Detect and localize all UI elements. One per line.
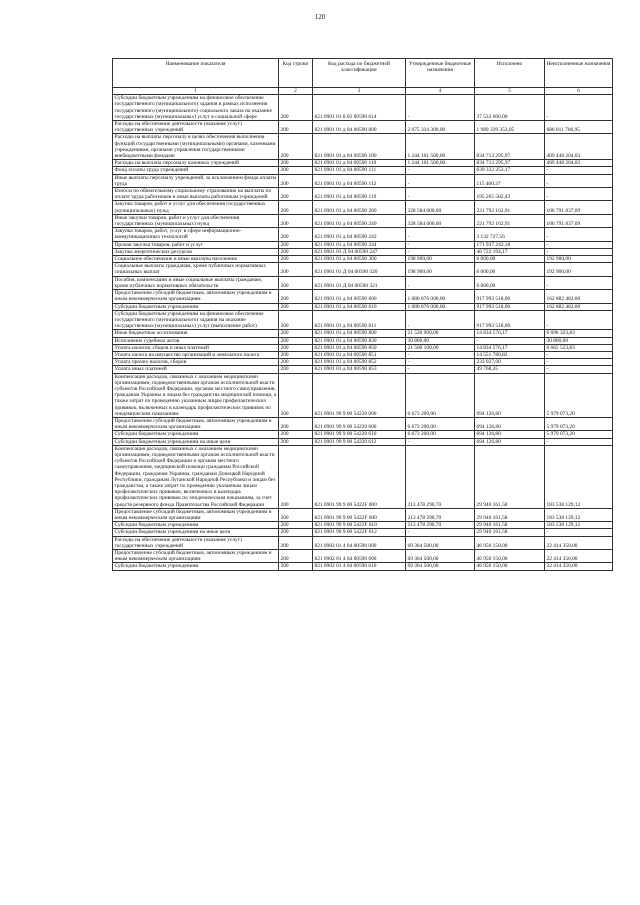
row-executed: - <box>475 337 545 344</box>
table-body <box>113 95 613 570</box>
row-budget-code: 821 0901 01 д 04 00590 851 <box>313 351 406 358</box>
row-name: Компенсация расходов, связанных с оказанием медицинскими организациями, подведомственными органам исполнительной власти субъектов Российской Федерации, органам местного самоуправления, гражданам Украины и лицам без гражданства медицинской помощи, а также затрат по проведению указанным лицам профилактических прививок, включенных в календарь профилактических прививок по эпидемическим показаниям <box>113 373 279 417</box>
row-unexecuted: 5 979 073,20 <box>545 431 613 438</box>
row-executed: 834 713 295,97 <box>475 160 545 167</box>
row-executed: 46 950 150,00 <box>475 563 545 570</box>
row-executed: 917 993 518,00 <box>475 303 545 310</box>
row-name: Предоставление субсидий бюджетным, автономным учреждениям и иным некоммерческим организациям <box>113 417 279 430</box>
row-executed: 115 460,37 <box>475 174 545 187</box>
row-name: Уплата прочих налогов, сборов <box>113 359 279 366</box>
row-budget-code: 821 0901 01 д 04 00590 112 <box>313 174 406 187</box>
row-budget-code: 821 0902 01 4 04 00590 610 <box>313 563 406 570</box>
row-line-code: 200 <box>279 276 313 289</box>
row-name: Расходы на выплаты персоналу казенных учреждений <box>113 160 279 167</box>
row-name: Компенсация расходов, связанных с оказанием медицинскими организациями, подведомственными органам исполнительной власти субъектов Российской Федерации и органам местного самоуправления, медицинской помощи гражданам Российской Федерации, гражданам Украины, гражданам Донецкой Народной Республики, гражданам Луганской Народной Республики и лицам без гражданства, а также затрат по проведению указанным лицам профилактических прививок, включенных в календарь профилактических прививок по эпидемическим показаниям, за счет средств резервного фонда Правительства Российской Федерации <box>113 445 279 508</box>
header-index-row <box>113 88 613 95</box>
row-unexecuted: - <box>545 167 613 174</box>
row-unexecuted: - <box>545 95 613 121</box>
header-unexecuted: Неисполненные назначения <box>545 59 613 88</box>
row-line-code: 200 <box>279 417 313 430</box>
row-budget-code: 821 0901 01 д 04 00590 800 <box>313 330 406 337</box>
row-executed: 3 132 727,56 <box>475 228 545 241</box>
table-row <box>113 256 613 263</box>
row-name: Иные бюджетные ассигнования <box>113 330 279 337</box>
row-name: Субсидии бюджетным учреждениям <box>113 563 279 570</box>
header-name: Наименование показателя <box>113 59 279 88</box>
table-row <box>113 303 613 310</box>
row-line-code: 200 <box>279 337 313 344</box>
row-unexecuted: 22 414 350,00 <box>545 563 613 570</box>
header-approved: Утвержденные бюджетные назначения <box>406 59 475 88</box>
row-budget-code: 821 0901 01 д 04 00590 853 <box>313 366 406 373</box>
table-row <box>113 214 613 227</box>
row-executed: 694 126,80 <box>475 417 545 430</box>
table-row <box>113 373 613 417</box>
row-name: Субсидии бюджетным учреждениям на иные цели <box>113 529 279 536</box>
row-approved: 213 478 290,70 <box>406 445 475 508</box>
row-budget-code: 821 0901 01 д 04 00590 240 <box>313 214 406 227</box>
row-approved: 1 244 161 500,00 <box>406 160 475 167</box>
row-line-code: 200 <box>279 248 313 255</box>
row-executed: 694 126,80 <box>475 373 545 417</box>
row-name: Уплата иных платежей <box>113 366 279 373</box>
row-line-code: 200 <box>279 438 313 445</box>
row-unexecuted: - <box>545 529 613 536</box>
table-row <box>113 417 613 430</box>
row-approved: - <box>406 188 475 201</box>
row-executed: 29 940 161,58 <box>475 508 545 521</box>
row-name: Предоставление субсидий бюджетным, автономным учреждениям и иным некоммерческим организациям <box>113 508 279 521</box>
row-name: Субсидии бюджетным учреждениям <box>113 303 279 310</box>
row-approved: - <box>406 95 475 121</box>
row-executed: 46 950 150,00 <box>475 550 545 563</box>
row-approved: - <box>406 351 475 358</box>
row-name: Расходы на выплаты персоналу в целях обеспечения выполнения функций государственными (муниципальными) органами, казенными учреждениями, органами управления государственными внебюджетными фондами <box>113 134 279 160</box>
header-index: 4 <box>406 88 475 95</box>
row-approved: - <box>406 438 475 445</box>
row-budget-code: 821 0901 01 д 04 00590 244 <box>313 241 406 248</box>
row-unexecuted: 22 414 350,00 <box>545 550 613 563</box>
row-unexecuted: 30 800,00 <box>545 337 613 344</box>
row-approved: - <box>406 228 475 241</box>
row-line-code: 200 <box>279 550 313 563</box>
row-line-code: 200 <box>279 95 313 121</box>
row-executed: 49 768,35 <box>475 366 545 373</box>
row-name: Уплата налогов, сборов и иных платежей <box>113 344 279 351</box>
table-row <box>113 438 613 445</box>
table-row <box>113 188 613 201</box>
row-executed: 834 713 295,97 <box>475 134 545 160</box>
row-line-code: 200 <box>279 290 313 303</box>
row-unexecuted: 686 011 706,95 <box>545 121 613 134</box>
row-executed: 14 551 780,82 <box>475 351 545 358</box>
row-approved: 69 364 500,00 <box>406 563 475 570</box>
row-executed: 233 027,00 <box>475 359 545 366</box>
row-line-code: 200 <box>279 508 313 521</box>
row-executed: 37 533 600,00 <box>475 95 545 121</box>
page-number: 120 <box>314 13 326 21</box>
header-executed: Исполнено <box>475 59 545 88</box>
row-budget-code: 821 0901 01 д 04 00590 111 <box>313 167 406 174</box>
row-executed: 6 000,00 <box>475 276 545 289</box>
row-executed: 917 993 518,00 <box>475 310 545 330</box>
row-name: Прочая закупка товаров, работ и услуг <box>113 241 279 248</box>
row-line-code: 200 <box>279 563 313 570</box>
row-approved: 213 478 290,70 <box>406 508 475 521</box>
row-unexecuted: 6 696 323,83 <box>545 330 613 337</box>
expenditure-table <box>112 58 613 571</box>
row-approved: - <box>406 529 475 536</box>
table-row <box>113 563 613 570</box>
row-line-code: 200 <box>279 174 313 187</box>
table-row <box>113 134 613 160</box>
row-approved: 328 584 000,00 <box>406 201 475 214</box>
row-approved: - <box>406 276 475 289</box>
row-budget-code: 821 0901 99 9 00 54220 612 <box>313 438 406 445</box>
row-name: Социальные выплаты гражданам, кроме публичных нормативных социальных выплат <box>113 263 279 276</box>
header-index: 2 <box>279 88 313 95</box>
row-unexecuted: - <box>545 438 613 445</box>
row-line-code: 200 <box>279 121 313 134</box>
row-approved: 6 673 200,00 <box>406 431 475 438</box>
table-row <box>113 550 613 563</box>
row-unexecuted: - <box>545 241 613 248</box>
row-executed: 195 265 582,43 <box>475 188 545 201</box>
row-executed: 6 000,00 <box>475 263 545 276</box>
row-approved: 2 675 334 300,00 <box>406 121 475 134</box>
header-budget-code: Код расхода по бюджетной классификации <box>313 59 406 88</box>
row-approved: 21 500 100,00 <box>406 344 475 351</box>
row-executed: 29 940 161,58 <box>475 529 545 536</box>
row-executed: 46 950 150,00 <box>475 536 545 549</box>
table-row <box>113 529 613 536</box>
row-line-code: 200 <box>279 134 313 160</box>
row-name: Расходы на обеспечение деятельности (оказание услуг) государственных учреждений <box>113 536 279 549</box>
row-line-code: 200 <box>279 431 313 438</box>
row-line-code: 200 <box>279 445 313 508</box>
row-budget-code: 821 0901 01 д 04 00590 000 <box>313 121 406 134</box>
table-row <box>113 431 613 438</box>
table-header-row <box>113 59 613 88</box>
table-row <box>113 248 613 255</box>
row-approved: 213 478 290,70 <box>406 522 475 529</box>
row-budget-code: 821 0901 99 9 00 54220 600 <box>313 417 406 430</box>
row-line-code: 200 <box>279 188 313 201</box>
row-unexecuted: - <box>545 174 613 187</box>
row-executed: 14 834 576,17 <box>475 330 545 337</box>
row-approved: 198 900,00 <box>406 263 475 276</box>
row-unexecuted: - <box>545 351 613 358</box>
row-approved: - <box>406 310 475 330</box>
row-line-code: 200 <box>279 228 313 241</box>
table-row <box>113 167 613 174</box>
row-executed: 694 126,80 <box>475 438 545 445</box>
row-executed: 1 989 339 353,05 <box>475 121 545 134</box>
row-name: Субсидии бюджетным учреждениям на иные цели <box>113 438 279 445</box>
row-unexecuted: 162 882 482,00 <box>545 303 613 310</box>
row-unexecuted: - <box>545 310 613 330</box>
row-name: Расходы на обеспечение деятельности (оказание услуг) государственных учреждений <box>113 121 279 134</box>
table-row <box>113 241 613 248</box>
row-budget-code: 821 0901 01 д 04 00590 300 <box>313 256 406 263</box>
row-name: Фонд оплаты труда учреждений <box>113 167 279 174</box>
row-executed: 29 940 161,58 <box>475 445 545 508</box>
row-approved: - <box>406 359 475 366</box>
row-name: Иные закупки товаров, работ и услуг для обеспечения государственных (муниципальных) нужд <box>113 214 279 227</box>
row-executed: 14 834 576,17 <box>475 344 545 351</box>
table-row <box>113 121 613 134</box>
row-budget-code: 821 0901 99 9 00 5422F 000 <box>313 445 406 508</box>
row-budget-code: 821 0901 01 д 04 00590 200 <box>313 201 406 214</box>
row-line-code: 200 <box>279 536 313 549</box>
row-line-code: 200 <box>279 160 313 167</box>
row-executed: 6 000,00 <box>475 256 545 263</box>
row-executed: 917 993 518,00 <box>475 290 545 303</box>
row-budget-code: 821 0901 01 д 04 00590 611 <box>313 310 406 330</box>
row-line-code: 200 <box>279 310 313 330</box>
row-unexecuted: 5 979 073,20 <box>545 373 613 417</box>
row-executed: 46 722 194,17 <box>475 248 545 255</box>
row-approved: - <box>406 167 475 174</box>
row-unexecuted: 106 791 837,09 <box>545 214 613 227</box>
row-budget-code: 821 0901 01 д 04 00590 600 <box>313 290 406 303</box>
row-line-code: 200 <box>279 241 313 248</box>
row-unexecuted: - <box>545 276 613 289</box>
row-unexecuted: - <box>545 188 613 201</box>
row-name: Субсидии бюджетным учреждениям <box>113 431 279 438</box>
row-unexecuted: 6 665 523,83 <box>545 344 613 351</box>
row-executed: 221 792 162,91 <box>475 201 545 214</box>
row-line-code: 200 <box>279 201 313 214</box>
row-budget-code: 821 0901 01 д 04 00590 119 <box>313 188 406 201</box>
header-index: 1 <box>113 88 279 95</box>
row-budget-code: 821 0901 01 Д 04 00590 321 <box>313 276 406 289</box>
row-unexecuted: 162 882 482,00 <box>545 290 613 303</box>
table-row <box>113 310 613 330</box>
row-approved: 328 584 000,00 <box>406 214 475 227</box>
row-budget-code: 821 0901 01 д 04 00590 100 <box>313 134 406 160</box>
row-budget-code: 821 0901 99 9 00 5422F 600 <box>313 508 406 521</box>
row-approved: 6 673 200,00 <box>406 417 475 430</box>
row-name: Социальное обеспечение и иные выплаты населению <box>113 256 279 263</box>
row-unexecuted: - <box>545 248 613 255</box>
row-unexecuted: 183 538 129,12 <box>545 522 613 529</box>
header-index: 5 <box>475 88 545 95</box>
row-budget-code: 821 0901 01 6 02 00590 614 <box>313 95 406 121</box>
row-unexecuted: 409 448 204,03 <box>545 134 613 160</box>
row-budget-code: 821 0901 99 9 00 54220 000 <box>313 373 406 417</box>
header-line-code: Код строки <box>279 59 313 88</box>
row-approved: 21 530 900,00 <box>406 330 475 337</box>
row-approved: 1 080 876 000,00 <box>406 290 475 303</box>
row-name: Взносы по обязательному социальному страхованию на выплаты по оплате труда работников и иные выплаты работникам учреждений <box>113 188 279 201</box>
row-approved: 198 900,00 <box>406 256 475 263</box>
row-name: Субсидии бюджетным учреждениям на финансовое обеспечение государственного (муниципального) задания в рамках исполнения государственного (муниципального) социального заказа на оказание государственных (муниципальных) услуг в социальной сфере <box>113 95 279 121</box>
row-budget-code: 821 0902 01 4 04 00590 000 <box>313 536 406 549</box>
row-line-code: 200 <box>279 344 313 351</box>
row-line-code: 200 <box>279 351 313 358</box>
table-row <box>113 522 613 529</box>
row-name: Предоставление субсидий бюджетным, автономным учреждениям и иным некоммерческим организациям <box>113 550 279 563</box>
row-name: Субсидии бюджетным учреждениям <box>113 522 279 529</box>
row-name: Пособия, компенсации и иные социальные выплаты гражданам, кроме публичных нормативных обязательств <box>113 276 279 289</box>
row-budget-code: 821 0901 01 д 04 00590 610 <box>313 303 406 310</box>
row-approved: 1 080 876 000,00 <box>406 303 475 310</box>
row-line-code: 200 <box>279 529 313 536</box>
row-line-code: 200 <box>279 263 313 276</box>
row-unexecuted: 192 900,00 <box>545 256 613 263</box>
row-budget-code: 821 0902 01 4 04 00590 600 <box>313 550 406 563</box>
row-line-code: 200 <box>279 303 313 310</box>
row-unexecuted: 106 791 837,09 <box>545 201 613 214</box>
table-row <box>113 445 613 508</box>
row-budget-code: 821 0901 01 д 04 00590 852 <box>313 359 406 366</box>
row-name: Уплата налога на имущество организаций и земельного налога <box>113 351 279 358</box>
row-unexecuted: - <box>545 228 613 241</box>
table-row <box>113 536 613 549</box>
header-index: 6 <box>545 88 613 95</box>
row-unexecuted: - <box>545 366 613 373</box>
row-approved: 69 364 500,00 <box>406 550 475 563</box>
table-row <box>113 95 613 121</box>
row-name: Закупка энергетических ресурсов <box>113 248 279 255</box>
row-line-code: 200 <box>279 373 313 417</box>
row-line-code: 200 <box>279 214 313 227</box>
row-approved: - <box>406 241 475 248</box>
row-name: Закупка товаров, работ, услуг в сфере информационно-коммуникационных технологий <box>113 228 279 241</box>
table-row <box>113 344 613 351</box>
row-approved: 30 800,00 <box>406 337 475 344</box>
row-unexecuted: 183 538 129,12 <box>545 508 613 521</box>
row-name: Иные выплаты персоналу учреждений, за исключением фонда оплаты труда <box>113 174 279 187</box>
table-row <box>113 276 613 289</box>
row-budget-code: 821 0901 01 Д 04 00590 320 <box>313 263 406 276</box>
row-line-code: 200 <box>279 522 313 529</box>
row-executed: 221 792 162,91 <box>475 214 545 227</box>
row-line-code: 200 <box>279 366 313 373</box>
row-executed: 639 332 253,17 <box>475 167 545 174</box>
row-name: Исполнение судебных актов <box>113 337 279 344</box>
row-unexecuted: - <box>545 359 613 366</box>
row-budget-code: 821 0901 01 Д 04 00590 247 <box>313 248 406 255</box>
row-approved: - <box>406 174 475 187</box>
row-budget-code: 821 0901 01 д 04 00590 110 <box>313 160 406 167</box>
table-row <box>113 366 613 373</box>
row-line-code: 200 <box>279 330 313 337</box>
row-executed: 694 126,80 <box>475 431 545 438</box>
row-budget-code: 821 0901 99 9 00 54220 610 <box>313 431 406 438</box>
row-line-code: 200 <box>279 359 313 366</box>
row-unexecuted: 409 448 204,03 <box>545 160 613 167</box>
row-unexecuted: 183 538 129,12 <box>545 445 613 508</box>
row-approved: - <box>406 248 475 255</box>
table-row <box>113 508 613 521</box>
row-budget-code: 821 0901 99 9 00 5422F 612 <box>313 529 406 536</box>
table-row <box>113 290 613 303</box>
row-name: Предоставление субсидий бюджетным, автономным учреждениям и иным некоммерческим организациям <box>113 290 279 303</box>
table-row <box>113 359 613 366</box>
row-budget-code: 821 0901 01 д 04 00590 830 <box>313 337 406 344</box>
row-unexecuted: 192 900,00 <box>545 263 613 276</box>
table-row <box>113 174 613 187</box>
row-approved: - <box>406 366 475 373</box>
row-budget-code: 821 0901 01 д 04 00590 242 <box>313 228 406 241</box>
table-row <box>113 201 613 214</box>
row-name: Закупка товаров, работ и услуг для обеспечения государственных (муниципальных) нужд <box>113 201 279 214</box>
table-row <box>113 263 613 276</box>
row-line-code: 200 <box>279 167 313 174</box>
row-approved: 1 244 161 500,00 <box>406 134 475 160</box>
header-index: 3 <box>313 88 406 95</box>
row-line-code: 200 <box>279 256 313 263</box>
row-budget-code: 821 0901 01 д 04 00590 850 <box>313 344 406 351</box>
row-unexecuted: 5 979 073,20 <box>545 417 613 430</box>
row-unexecuted: 22 414 350,00 <box>545 536 613 549</box>
table-row <box>113 160 613 167</box>
row-executed: 29 940 161,58 <box>475 522 545 529</box>
table-row <box>113 228 613 241</box>
table-row <box>113 330 613 337</box>
row-budget-code: 821 0901 99 9 00 5422F 610 <box>313 522 406 529</box>
row-name: Субсидии бюджетным учреждениям на финансовое обеспечение государственного (муниципального) задания на оказание государственных (муниципальных) услуг (выполнение работ) <box>113 310 279 330</box>
row-executed: 171 937 243,18 <box>475 241 545 248</box>
table-row <box>113 351 613 358</box>
row-approved: 69 364 500,00 <box>406 536 475 549</box>
row-approved: 6 673 200,00 <box>406 373 475 417</box>
table-row <box>113 337 613 344</box>
